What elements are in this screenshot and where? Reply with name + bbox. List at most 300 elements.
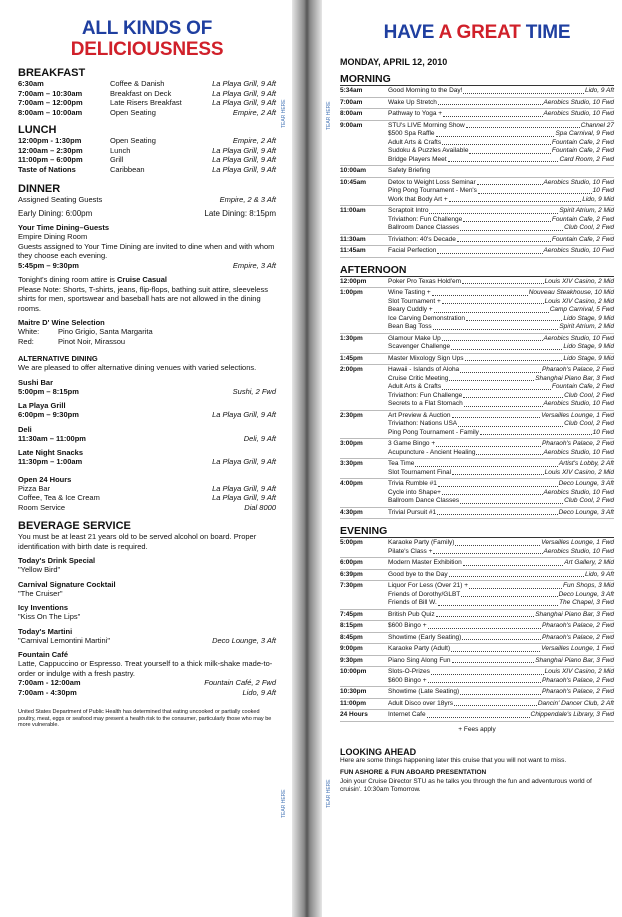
menu-row (18, 146, 276, 156)
venue-name: Deli (18, 424, 32, 434)
event-item (388, 582, 614, 591)
event-name: Showtime (Late Seating) (388, 688, 460, 695)
schedule-date: MONDAY, APRIL 12, 2010 (340, 57, 448, 67)
period-heading: AFTERNOON (340, 264, 614, 277)
dot-leader (442, 298, 544, 305)
event-body (388, 167, 614, 176)
fountain-list (18, 678, 276, 697)
event-location: Nouveau Steakhouse, 10 Mid (528, 289, 614, 296)
event-location: Deco Lounge, 3 Aft (558, 590, 614, 598)
dot-leader (462, 634, 541, 641)
venue-row (18, 457, 276, 467)
drink-name: Today's Martini (18, 626, 73, 636)
breakfast-list (18, 79, 276, 117)
drink-row (18, 589, 276, 599)
schedule-page (322, 0, 622, 917)
breakfast-heading: BREAKFAST (18, 67, 86, 79)
event-body (388, 582, 614, 608)
event-item (388, 497, 614, 506)
event-time: 11:00am (340, 207, 366, 214)
event-row (340, 439, 614, 459)
event-location: Shanghai Piano Bar, 3 Fwd (535, 610, 614, 618)
event-item (388, 99, 614, 108)
wine-row (18, 327, 276, 337)
event-item (388, 383, 614, 392)
event-body (388, 611, 614, 620)
event-item (388, 130, 614, 139)
menu-title-line-1: ALL KINDS OF (81, 18, 213, 39)
event-name: Poker Pro Texas Hold'em (388, 277, 462, 285)
menu-time: 12:00am – 2:30pm (18, 145, 83, 155)
event-name: Cruise Critic Meeting (388, 374, 449, 382)
event-name: Triviathon: Fun Challenge (388, 215, 463, 223)
event-item (388, 216, 614, 225)
dot-leader (478, 187, 592, 194)
event-time: 5:34am (340, 87, 363, 94)
event-location: Spirit Atrium, 2 Mid (559, 207, 614, 214)
event-item (388, 147, 614, 156)
wine-name: Pino Grigio, Santa Margarita (58, 327, 153, 336)
menu-time: 8:00am – 10:00am (18, 107, 83, 117)
event-row (340, 86, 614, 98)
event-location: Club Cool, 2 Fwd (564, 497, 614, 504)
dot-leader (443, 110, 543, 117)
venue-hours: 6:00pm – 9:30pm (18, 410, 79, 419)
event-row (340, 246, 614, 258)
dot-leader (469, 147, 550, 154)
event-item (388, 179, 614, 188)
wine-heading: Maitre D' Wine Selection (18, 318, 105, 327)
event-item (388, 645, 614, 654)
event-time: 10:30pm (340, 688, 367, 695)
event-body (388, 688, 614, 697)
event-item (388, 315, 614, 324)
alt-dining-text: We are pleased to offer alternative dining venues with varied selections. (18, 363, 257, 372)
menu-item: Late Risers Breakfast (110, 98, 182, 107)
event-location: Fountain Cafe, 2 Fwd (551, 215, 614, 223)
event-name: STU's LIVE Morning Show (388, 121, 465, 129)
event-time: 10:45am (340, 178, 367, 186)
event-body (388, 236, 614, 245)
event-location: Louis XIV Casino, 2 Mid (544, 297, 614, 305)
menu-item: Coffee & Danish (110, 79, 165, 88)
menu-location: Empire, 2 Aft (232, 107, 276, 117)
menu-location: La Playa Grill, 9 Aft (212, 79, 276, 88)
drink-value: "Kiss On The Lips" (18, 612, 81, 621)
event-location: Louis XIV Casino, 2 Mid (544, 468, 614, 476)
event-body (388, 460, 614, 477)
event-location: Art Gallery, 2 Mid (564, 559, 614, 566)
event-name: Triviathon: Nations USA (388, 420, 458, 427)
tear-here-label: TEAR HERE (326, 779, 332, 808)
menu-time: 6:30am (18, 79, 44, 88)
event-row (340, 121, 614, 167)
menu-item: Grill (110, 155, 124, 164)
event-row (340, 235, 614, 247)
event-body (388, 480, 614, 506)
schedule-sections (340, 73, 614, 722)
dot-leader (449, 571, 584, 578)
event-name: Trivial Pursuit #1 (388, 508, 437, 516)
beverage-list (18, 556, 276, 645)
event-name: $600 Bingo + (388, 676, 427, 684)
dot-leader (448, 156, 559, 163)
event-time: 9:00am (340, 121, 363, 129)
menu-item: Caribbean (110, 164, 145, 174)
event-body (388, 335, 614, 352)
event-location: Fountain Cafe, 2 Fwd (551, 383, 614, 390)
event-item (388, 429, 614, 438)
event-location: Pharaoh's Palace, 2 Fwd (541, 366, 614, 373)
dot-leader (477, 179, 543, 186)
event-name: Beary Cuddly + (388, 306, 433, 313)
list-label: Pizza Bar (18, 483, 51, 493)
event-body (388, 278, 614, 287)
event-name: Trivia Rumble #1 (388, 480, 437, 487)
event-location: Versailles Lounge, 1 Fwd (541, 645, 614, 652)
event-item (388, 571, 614, 580)
fountain-heading: Fountain Café (18, 650, 68, 659)
dot-leader (452, 412, 541, 419)
fees-note: + Fees apply (458, 725, 496, 733)
event-item (388, 668, 614, 677)
dot-leader (451, 645, 540, 652)
event-time: 5:00pm (340, 539, 363, 546)
event-item (388, 539, 614, 548)
event-location: Aerobics Studio, 10 Fwd (543, 547, 614, 555)
event-row (340, 581, 614, 610)
event-name: Secrets to a Flat Stomach (388, 400, 463, 407)
event-name: Cycle into Shape+ (388, 488, 441, 496)
event-name: 3 Game Bingo + (388, 440, 436, 447)
event-name: Hawaii - Islands of Aloha (388, 366, 460, 373)
event-body (388, 87, 614, 96)
event-row (340, 633, 614, 645)
event-body (388, 634, 614, 643)
event-location: Shanghai Piano Bar, 3 Fwd (535, 656, 614, 664)
schedule-title-part-1: HAVE (383, 22, 435, 43)
event-location: Camp Carnival, 5 Fwd (549, 306, 614, 313)
event-time: 7:30pm (340, 582, 363, 589)
event-name: Slots-O-Prizes (388, 668, 430, 675)
dot-leader (442, 489, 543, 496)
event-location: Aerobics Studio, 10 Fwd (543, 488, 614, 496)
event-item (388, 677, 614, 686)
dot-leader (460, 688, 541, 695)
event-location: Pharaoh's Palace, 2 Fwd (541, 676, 614, 684)
event-name: Ice Carving Demonstration (388, 314, 465, 322)
dot-leader (438, 480, 558, 487)
event-location: Fountain Cafe, 2 Fwd (551, 235, 614, 243)
event-row (340, 570, 614, 582)
menu-row (18, 136, 276, 146)
event-name: Ping Pong Tournament - Family (388, 428, 479, 436)
event-item (388, 440, 614, 449)
event-name: Liquor For Less (Over 21) + (388, 582, 469, 589)
event-item (388, 139, 614, 148)
wine-list (18, 327, 276, 346)
schedule-title-part-2: A GREAT (438, 22, 521, 43)
event-row (340, 687, 614, 699)
event-item (388, 400, 614, 409)
dot-leader (415, 460, 558, 467)
dot-leader (449, 375, 534, 382)
event-time: 8:15pm (340, 622, 363, 629)
venue-row (18, 410, 276, 420)
menu-row (18, 98, 276, 108)
event-item (388, 509, 614, 518)
event-row (340, 354, 614, 366)
event-location: Channel 27 (580, 121, 614, 129)
event-row (340, 667, 614, 687)
event-location: Spa Carnival, 9 Fwd (555, 130, 614, 137)
dot-leader (437, 247, 542, 254)
dot-leader (432, 289, 528, 296)
dot-leader (442, 383, 551, 390)
dot-leader (466, 122, 580, 129)
event-location: Fountain Cafe, 2 Fwd (551, 147, 614, 154)
event-name: Karaoke Party (Family) (388, 539, 455, 546)
event-row (340, 334, 614, 354)
event-name: Pilate's Class + (388, 547, 433, 555)
event-name: Glamour Make Up (388, 334, 441, 342)
dot-leader (457, 236, 551, 243)
looking-ahead-text: Here are some things happening later this cruise that you will not want to miss. (340, 756, 567, 764)
event-row (340, 538, 614, 558)
dinner-heading: DINNER (18, 183, 61, 195)
event-location: Club Cool, 2 Fwd (564, 224, 614, 231)
wine-row (18, 337, 276, 347)
event-location: The Chapel, 3 Fwd (559, 599, 614, 606)
dot-leader (452, 469, 544, 476)
event-time: 1:00pm (340, 289, 363, 296)
dot-leader (428, 622, 541, 629)
event-time: 9:30pm (340, 656, 363, 664)
drink-name: Icy Inventions (18, 603, 69, 612)
event-name: $600 Bingo + (388, 622, 427, 629)
event-location: Aerobics Studio, 10 Fwd (543, 334, 614, 342)
event-row (340, 479, 614, 508)
venue-hours: 11:30pm – 1:00am (18, 457, 83, 466)
beverage-heading: BEVERAGE SERVICE (18, 520, 131, 532)
menu-time: 7:00am – 10:30am (18, 88, 83, 98)
lunch-heading: LUNCH (18, 124, 57, 136)
event-name: Scavenger Challenge (388, 343, 451, 350)
event-location: Lido, 9 Aft (584, 570, 614, 578)
event-item (388, 196, 614, 205)
event-item (388, 711, 614, 720)
event-time: 2:00pm (340, 366, 363, 373)
event-item (388, 355, 614, 364)
dot-leader (463, 216, 551, 223)
event-item (388, 110, 614, 119)
venue-location: La Playa Grill, 9 Aft (212, 457, 276, 466)
event-item (388, 87, 614, 96)
menu-row (18, 165, 276, 175)
event-name: Karaoke Party (Adult) (388, 645, 451, 652)
event-name: Adult Arts & Crafts (388, 383, 442, 390)
event-location: 10 Fwd (592, 428, 614, 436)
dot-leader (438, 99, 543, 106)
event-location: Card Room, 2 Fwd (559, 155, 614, 163)
event-row (340, 288, 614, 334)
event-name: Internet Cafe (388, 711, 426, 718)
event-item (388, 343, 614, 352)
venue-row (18, 434, 276, 444)
event-item (388, 224, 614, 233)
event-name: Good bye to the Day (388, 570, 448, 578)
dot-leader (438, 599, 558, 606)
dot-leader (458, 420, 563, 427)
schedule-title-part-3: TIME (525, 22, 571, 43)
dot-leader (449, 196, 582, 203)
event-item (388, 700, 614, 709)
event-row (340, 277, 614, 289)
event-item (388, 289, 614, 298)
event-body (388, 440, 614, 457)
event-name: Adult Disco over 18yrs (388, 699, 454, 707)
list-value: Lido, 9 Aft (242, 687, 276, 697)
event-item (388, 622, 614, 631)
event-time: 4:30pm (340, 508, 363, 516)
event-item (388, 449, 614, 458)
event-location: 10 Fwd (592, 187, 614, 194)
event-time: 1:45pm (340, 354, 363, 362)
event-row (340, 166, 614, 178)
event-time: 8:00am (340, 110, 363, 117)
venue-name: Late Night Snacks (18, 448, 84, 457)
event-item (388, 156, 614, 165)
event-time: 4:00pm (340, 480, 363, 487)
dot-leader (463, 392, 563, 399)
event-time: 12:00pm (340, 277, 367, 285)
menu-row (18, 79, 276, 89)
menu-location: La Playa Grill, 9 Aft (212, 98, 276, 107)
dining-times: Early Dining: 6:00pm Late Dining: 8:15pm (18, 208, 276, 218)
event-time: 9:00pm (340, 645, 363, 652)
event-item (388, 236, 614, 245)
drink-name: Today's Drink Special (18, 556, 96, 565)
period-heading: MORNING (340, 73, 614, 86)
menu-item: Lunch (110, 145, 131, 155)
list-label: Room Service (18, 502, 66, 512)
event-name: Bridge Players Meet (388, 155, 447, 163)
event-time: 11:30am (340, 235, 366, 243)
wine-name: Pinot Noir, Mirassou (58, 336, 126, 346)
menu-item: Breakfast on Deck (110, 88, 172, 98)
dot-leader (428, 677, 541, 684)
tear-here-label: TEAR HERE (281, 789, 287, 818)
menu-location: La Playa Grill, 9 Aft (212, 155, 276, 164)
venue-name: Sushi Bar (18, 377, 54, 387)
event-location: Versailles Lounge, 1 Fwd (541, 539, 614, 546)
event-name: Sudoku & Puzzles Available (388, 147, 469, 154)
event-row (340, 656, 614, 668)
list-label: Coffee, Tea & Ice Cream (18, 493, 100, 502)
event-row (340, 411, 614, 440)
event-location: Club Cool, 2 Fwd (564, 391, 614, 399)
event-body (388, 711, 614, 720)
event-row (340, 206, 614, 235)
event-time: 3:00pm (340, 440, 363, 447)
list-row (18, 678, 276, 688)
beverage-text: You must be at least 21 years old to be served alcohol on board. Proper identification with birth date is required. (18, 532, 257, 551)
alt-dining-heading: ALTERNATIVE DINING (18, 354, 98, 363)
event-time: 11:00pm (340, 699, 367, 707)
menu-title-line-2: DELICIOUSNESS (70, 39, 224, 60)
event-time: 8:45pm (340, 633, 363, 641)
event-name: Master Mixology Sign Ups (388, 354, 464, 362)
dot-leader (437, 509, 557, 516)
your-time-dining-hours: 5:45pm – 9:30pm Empire, 3 Aft (18, 260, 276, 270)
event-location: Aerobics Studio, 10 Fwd (543, 448, 614, 456)
schedule-title (340, 22, 614, 43)
dot-leader (460, 224, 563, 231)
attire-line: Tonight's dining room attire is Cruise Casual (18, 275, 168, 284)
looking-ahead-heading: LOOKING AHEAD (340, 746, 417, 757)
event-body (388, 559, 614, 568)
venue-hours: 5:00pm – 8:15pm (18, 386, 79, 396)
event-name: Friends of Dorothy/GLBT (388, 590, 461, 598)
your-time-dining-room: Empire Dining Room (18, 232, 88, 241)
dot-leader (431, 668, 544, 675)
event-body (388, 179, 614, 205)
menu-row (18, 108, 276, 118)
list-row (18, 484, 276, 494)
event-time: 6:39pm (340, 570, 363, 578)
event-item (388, 247, 614, 256)
event-name: Wake Up Stretch (388, 98, 437, 106)
drink-value: "Yellow Bird" (18, 565, 61, 574)
event-body (388, 366, 614, 409)
event-location: Versailles Lounge, 1 Fwd (541, 411, 614, 419)
list-value: Dial 8000 (244, 502, 276, 512)
event-name: Ping Pong Tournament - Men's (388, 187, 477, 194)
dot-leader (442, 335, 543, 342)
dot-leader (466, 315, 562, 322)
event-body (388, 657, 614, 666)
event-item (388, 306, 614, 315)
dot-leader (465, 355, 563, 362)
event-item (388, 460, 614, 469)
drink-location: Deco Lounge, 3 Aft (212, 635, 276, 645)
event-name: Pathway to Yoga + (388, 110, 443, 117)
event-row (340, 644, 614, 656)
menu-page (0, 0, 292, 917)
event-location: Dancin' Dancer Club, 2 Aft (537, 699, 614, 707)
event-time: 7:45pm (340, 610, 363, 618)
event-location: Aerobics Studio, 10 Fwd (543, 247, 614, 254)
event-body (388, 412, 614, 438)
dot-leader (469, 582, 562, 589)
venue-row (18, 387, 276, 397)
event-time: 10:00pm (340, 668, 367, 675)
list-value: La Playa Grill, 9 Aft (212, 483, 276, 493)
event-time: 2:30pm (340, 411, 363, 419)
menu-title (18, 18, 276, 60)
event-item (388, 323, 614, 332)
event-item (388, 657, 614, 666)
list-row (18, 493, 276, 503)
dot-leader (480, 429, 592, 436)
event-location: Pharaoh's Palace, 2 Fwd (541, 440, 614, 447)
event-body (388, 355, 614, 364)
menu-location: Empire, 2 Aft (232, 136, 276, 145)
event-name: $500 Spa Raffle (388, 130, 435, 137)
event-name: Friends of Bill W. (388, 599, 437, 606)
dot-leader (436, 130, 555, 137)
dot-leader (460, 366, 541, 373)
